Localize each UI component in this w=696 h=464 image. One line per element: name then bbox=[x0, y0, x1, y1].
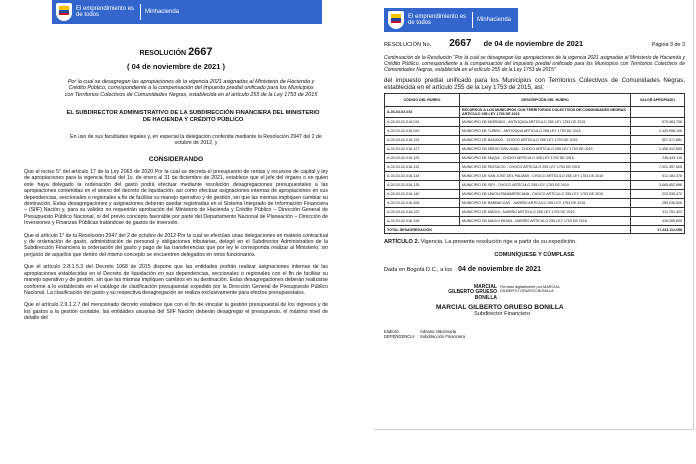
rubro-description: MUNICIPIO DE MURINDO - ANTIOQUIA ARTÍCULO 255 LEY 1753 DE 2015 bbox=[460, 118, 631, 127]
column-header: DESCRIPCIÓN DEL RUBRO bbox=[460, 94, 631, 107]
table-row bbox=[385, 217, 685, 226]
document-page-left bbox=[12, 0, 338, 464]
rubro-description: MUNICIPIO DE RIOSUCIO - CHOCO ARTÍCULO 255 LEY 1753 DE 2015 bbox=[460, 163, 631, 172]
rubro-description: MUNICIPIO DE TURBO - ANTIOQUIA ARTÍCULO 255 LEY 1753 DE 2015 bbox=[460, 127, 631, 136]
resolution-date: de 04 de noviembre de 2021 bbox=[483, 39, 584, 48]
footer-key: DEPENDENCIA: bbox=[384, 334, 416, 340]
table-total-row bbox=[385, 226, 685, 234]
rubro-description: RECURSOS A LOS MUNICIPIOS CON TERRITORIOS COLECTIVOS DE COMUNIDADES NEGRAS ARTÍCULO 255 LEY 1753 DE 2015 bbox=[460, 107, 631, 118]
rubro-value: 2.429.998.156 bbox=[631, 127, 685, 136]
total-value: 17.223.112.658 bbox=[631, 226, 685, 234]
header-banner bbox=[52, 0, 322, 24]
table-header-row bbox=[385, 94, 685, 107]
column-header: CÓDIGO DEL RUBRO bbox=[385, 94, 460, 107]
resolution-description: Por la cual se desagregan las apropiaciones de la vigencia 2021 asignadas al Ministerio de Hacienda y Crédito Público, correspondiente a la compensación del impuesto predial unificado para los Municipios con Territorios Colectivos de Comunidades Negras, establecida en el artículo 255 de la Ley 1753 de 2015 bbox=[64, 79, 318, 98]
article-text: Vigencia. La presente resolución rige a partir de su expedición. bbox=[420, 239, 577, 245]
signatory-role: Subdirector Financiero bbox=[474, 311, 531, 318]
ministry-name: Minhacienda bbox=[477, 17, 512, 23]
coat-of-arms-icon bbox=[56, 3, 72, 21]
table-row bbox=[385, 163, 685, 172]
rubro-value: 579.063.706 bbox=[631, 118, 685, 127]
rubro-description: MUNICIPIO DE UNION PANAMERICANA - CHOCO ARTÍCULO 255 LEY 1753 DE 2015 bbox=[460, 190, 631, 199]
total-label: TOTAL DESAGREGACIÓN bbox=[385, 226, 631, 234]
brand-slogan: El emprendimiento es de todos bbox=[408, 13, 467, 26]
rubro-description: MUNICIPIO DE MEDIO SAN JUAN - CHOCO ARTÍCULO 255 LEY 1753 DE 2015 bbox=[460, 145, 631, 154]
table-row bbox=[385, 118, 685, 127]
issue-place: Dada en Bogotá D.C., a los bbox=[384, 266, 453, 273]
rubro-description: MUNICIPIO DE NUQUI - CHOCO ARTÍCULO 255 LEY 1753 DE 2015 bbox=[460, 154, 631, 163]
footer-row bbox=[384, 334, 685, 339]
rubro-code: A-03-03-02-016-132 bbox=[385, 163, 460, 172]
resolution-number: 2667 bbox=[188, 46, 213, 58]
issuer-title: EL SUBDIRECTOR ADMINISTRATIVO DE LA SUBDIRECCIÓN FINANCIERA DEL MINISTERIO DE HACIENDA Y CRÉDITO PÚBLICO bbox=[66, 110, 320, 124]
signature-stamp-text: Firmado digitalmente por MARCIAL GILBERTO GRUESO BONILLA bbox=[500, 284, 560, 293]
issue-place-date bbox=[384, 266, 685, 273]
rubro-value: 416.269.605 bbox=[631, 217, 685, 226]
page-number: Página 3 de 3 bbox=[651, 42, 685, 48]
rubro-code: A-03-03-02-016-226 bbox=[385, 217, 460, 226]
rubro-code: A-03-03-02-016-015 bbox=[385, 118, 460, 127]
paragraph: Que el inciso 5° del artículo 17 de la Ley 2063 de 2020 Por la cual se decreta el presupuesto de rentas y recursos de capital y ley de apropiaciones para la vigencia fiscal del 1o. de enero al 31 de diciembre de 2021, establece que el jefe del órgano o en quien este haya delegado la ordenación del gasto podrá efectuar mediante resolución desagregaciones presupuestales a las apropiaciones contenidas en el anexo del decreto de liquidación, así como efectuar asignaciones internas de apropiaciones en sus dependencias, seccionales o regionales a fin de facilitar su manejo operativo y de gestión, sin que las mismas impliquen cambiar su destinación. Estas desagregaciones y asignaciones deberán quedar registradas en el Sistema Integrado de Información Financiera – (SIIF) Nación y, para su validez no requerirán aprobación del Ministerio de Hacienda y Crédito Público – Dirección General de Presupuesto Público Nacional, ni del previo concepto favorable por parte del Departamento Nacional de Planeación – Dirección de Inversiones y Finanzas Públicas tratándose de gastos de inversión. bbox=[24, 169, 328, 227]
table-row bbox=[385, 145, 685, 154]
rubro-code: A-03-03-02-016-127 bbox=[385, 145, 460, 154]
rubro-value: 246.443.115 bbox=[631, 154, 685, 163]
article-label: ARTÍCULO 2. bbox=[384, 239, 420, 245]
table-row bbox=[385, 181, 685, 190]
rubro-value: 7.021.357.605 bbox=[631, 163, 685, 172]
rubro-code: A-03-03-02-016-129 bbox=[385, 154, 460, 163]
rubro-description: MUNICIPIO DE SAN JOSE DEL PALMAR - CHOCO ARTÍCULO 255 LEY 1753 DE 2015 bbox=[460, 172, 631, 181]
table-row bbox=[385, 127, 685, 136]
table-row bbox=[385, 172, 685, 181]
rubro-value: 3.060.852.896 bbox=[631, 181, 685, 190]
considerando-heading: CONSIDERANDO bbox=[148, 156, 204, 163]
rubro-code: A-03-03-02-016-134 bbox=[385, 172, 460, 181]
footer-key: Elaboró: bbox=[384, 329, 400, 335]
document-footer bbox=[384, 329, 685, 339]
rubro-code: A-03-03-02-016-140 bbox=[385, 190, 460, 199]
brand-divider bbox=[140, 4, 141, 20]
closing-formula: COMUNÍQUESE Y CÚMPLASE bbox=[494, 251, 575, 258]
rubro-value: 411.751.422 bbox=[631, 208, 685, 217]
rubro-value bbox=[631, 107, 685, 118]
paragraph: Que el artículo 2.9.1.2.7 del mencionado decreto establece que con el fin de vincular la gestión presupuestal de los ingresos y de los gastos a la gestión contable, las entidades usuarias del SIIF Nación deberán desagregar el presupuesto, el máximo nivel de detalle del bbox=[24, 302, 328, 322]
rubro-value: 511.184.378 bbox=[631, 172, 685, 181]
paragraph: del impuesto predial unificado para los Municipios con Territorios Colectivos de Comunidades Negras, establecida en el artículo 255 de la Ley 1753 de 2015, así: bbox=[384, 77, 685, 91]
footer-value: Adriana Valenzuela bbox=[420, 329, 457, 335]
rubro-code: A-03-03-02-016-113 bbox=[385, 136, 460, 145]
legal-basis: En uso de sus facultades legales y, en especial la delegación conferida mediante la Resolución 2947 del 2 de octubre de 2012, y bbox=[70, 133, 322, 147]
rubro-description: MUNICIPIO DE BAGADO - CHOCO ARTÍCULO 255 LEY 1753 DE 2015 bbox=[460, 136, 631, 145]
resolution-label: RESOLUCIÓN bbox=[139, 50, 187, 57]
rubro-code: A-03-03-02-016-135 bbox=[385, 181, 460, 190]
rubro-code: A-03-03-02-016-020 bbox=[385, 127, 460, 136]
rubro-code: A-03-03-02-016-222 bbox=[385, 208, 460, 217]
resolution-number: 2667 bbox=[449, 38, 472, 49]
rubro-value: 222.935.470 bbox=[631, 190, 685, 199]
table-row bbox=[385, 190, 685, 199]
table-row bbox=[385, 136, 685, 145]
paragraph: Que el artículo 2.8.1.5.3 del Decreto 1068 de 2015 dispone que las entidades podrán realizar asignaciones internas de las apropiaciones establecidas en el Decreto de liquidación en sus dependencias, seccionales o regionales con el fin de facilitar su manejo operativo y de gestión, sin que las mismas impliquen cambios en su destinación. Estas desagregaciones deberán realizarse conforme a lo establecido en el catálogo de clasificación presupuestal expedido por la Dirección General de Presupuesto Público Nacional. La clasificación del gasto y su respectiva desagregación se realiza exclusivamente para efectos presupuestales. bbox=[24, 264, 328, 296]
rubro-value: 1.456.910.859 bbox=[631, 145, 685, 154]
digital-signature bbox=[448, 285, 685, 302]
resolution-date: ( 04 de noviembre de 2021 ) bbox=[127, 62, 225, 71]
table-group-row bbox=[385, 107, 685, 118]
table-row bbox=[385, 208, 685, 217]
rubro-value: 255.036.826 bbox=[631, 199, 685, 208]
rubro-code: A-03-03-02-016 bbox=[385, 107, 460, 118]
ministry-name: Minhacienda bbox=[145, 9, 180, 15]
header-banner bbox=[384, 8, 518, 32]
article-2 bbox=[384, 239, 685, 246]
resolution-heading bbox=[384, 38, 685, 49]
allocation-table bbox=[384, 93, 685, 234]
table-body bbox=[385, 107, 685, 234]
issue-date: 04 de noviembre de 2021 bbox=[458, 265, 541, 273]
brand-slogan: El emprendimiento es de todos bbox=[76, 5, 135, 18]
rubro-description: MUNICIPIO DE MAGUI - NARIÑO ARTÍCULO 255 LEY 1753 DE 2015 bbox=[460, 208, 631, 217]
rubro-description: MUNICIPIO DE SIPI - CHOCO ARTÍCULO 255 LEY 1753 DE 2015 bbox=[460, 181, 631, 190]
rubro-code: A-03-03-02-016-205 bbox=[385, 199, 460, 208]
column-header: VALOR APROPIADO bbox=[631, 94, 685, 107]
document-page-right bbox=[374, 0, 694, 430]
coat-of-arms-icon bbox=[388, 11, 404, 29]
rubro-description: MUNICIPIO DE BARBACOAS - NARIÑO ARTÍCULO 255 LEY 1753 DE 2015 bbox=[460, 199, 631, 208]
brand-divider bbox=[472, 12, 473, 28]
resolution-heading bbox=[24, 46, 328, 58]
continuation-note: Continuación de la Resolución "Por la cual se desagregan las apropiaciones de la vigencia 2021 asignadas al Ministerio de Hacienda y Crédito Público, correspondiente a la compensación del impuesto predial unificado para los Municipios con Territorios Colectivos de Comunidades Negras, establecida en el artículo 255 de la Ley 1753 de 2015" bbox=[384, 55, 685, 73]
signature-name-stamp: MARCIAL GILBERTO GRUESO BONILLA bbox=[448, 283, 497, 301]
table-row bbox=[385, 199, 685, 208]
rubro-value: 507.371.881 bbox=[631, 136, 685, 145]
table-row bbox=[385, 154, 685, 163]
footer-value: Subdirección Financiera bbox=[420, 334, 465, 340]
signatory-name: MARCIAL GILBERTO GRUESO BONILLA bbox=[436, 304, 564, 312]
rubro-description: MUNICIPIO DE MAGUI PAYAN - NARIÑO ARTÍCULO 255 LEY 1753 DE 2015 bbox=[460, 217, 631, 226]
resolution-label: RESOLUCIÓN No. bbox=[384, 42, 432, 48]
paragraph: Que el artículo 1° de la Resolución 2947 del 2 de octubre de 2012 Por la cual se efectúan unas delegaciones en materia contractual y de ordenación de gasto, administración de personal y obligaciones tributarias, delegó en el Subdirector Administrativo de la Subdirección Financiera la ordenación del gasto y pago de las transferencias que por ley le corresponda realizar al Ministerio, sin perjuicio de aquellos que dentro del mismo concepto se encuentren delegados en otros funcionarios. bbox=[24, 232, 328, 258]
